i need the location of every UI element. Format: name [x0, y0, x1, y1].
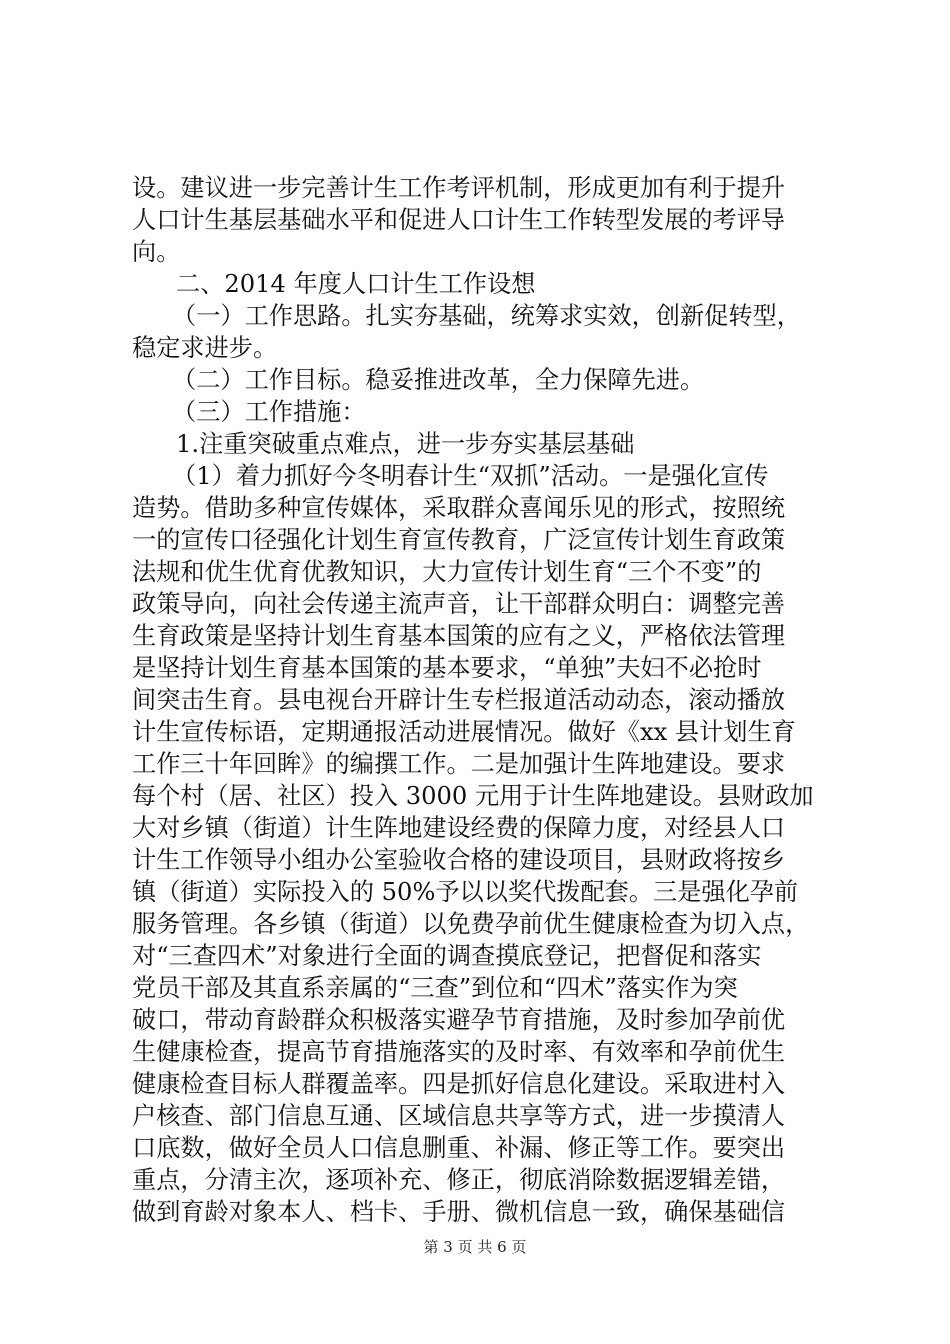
section-heading: 二、2014 年度人口计生工作设想	[176, 270, 536, 298]
paragraph-line: （二）工作目标。稳妥推进改革，全力保障先进。	[172, 366, 705, 394]
paragraph-line: 设。建议进一步完善计生工作考评机制，形成更加有利于提升	[132, 174, 786, 202]
paragraph-line: 镇（街道）实际投入的 50%予以以奖代拨配套。三是强化孕前	[132, 878, 799, 906]
paragraph-line: （一）工作思路。扎实夯基础，统筹求实效，创新促转型，	[172, 302, 801, 330]
page-number-footer: 第 3 页 共 6 页	[423, 1238, 527, 1256]
paragraph-line: 间突击生育。县电视台开辟计生专栏报道活动动态，滚动播放	[132, 686, 786, 714]
subsection-heading: 1.注重突破重点难点，进一步夯实基层基础	[176, 430, 635, 458]
paragraph-line: （1）着力抓好今冬明春计生“双抓”活动。一是强化宣传	[172, 462, 769, 490]
paragraph-line: 口底数，做好全员人口信息删重、补漏、修正等工作。要突出	[132, 1134, 786, 1162]
paragraph-line: 重点，分清主次，逐项补充、修正，彻底消除数据逻辑差错，	[132, 1166, 786, 1194]
paragraph-line: 一的宣传口径强化计划生育宣传教育，广泛宣传计划生育政策	[132, 526, 786, 554]
paragraph-line: 造势。借助多种宣传媒体，采取群众喜闻乐见的形式，按照统	[132, 494, 786, 522]
paragraph-line: 每个村（居、社区）投入 3000 元用于计生阵地建设。县财政加	[132, 782, 814, 810]
paragraph-line: 向。	[132, 238, 181, 266]
paragraph-line: 服务管理。各乡镇（街道）以免费孕前优生健康检查为切入点，	[132, 910, 810, 938]
document-body	[132, 172, 832, 1228]
paragraph-line: 人口计生基层基础水平和促进人口计生工作转型发展的考评导	[132, 206, 786, 234]
paragraph-line: 大对乡镇（街道）计生阵地建设经费的保障力度，对经县人口	[132, 814, 786, 842]
paragraph-line: 稳定求进步。	[132, 334, 278, 362]
paragraph-line: 政策导向，向社会传递主流声音，让干部群众明白：调整完善	[132, 590, 786, 618]
paragraph-line: 法规和优生优育优教知识，大力宣传计划生育“三个不变”的	[132, 558, 762, 586]
paragraph-line: 生健康检查，提高节育措施落实的及时率、有效率和孕前优生	[132, 1038, 786, 1066]
paragraph-line: 党员干部及其直系亲属的“三查”到位和“四术”落实作为突	[132, 974, 738, 1002]
paragraph-line: 做到育龄对象本人、档卡、手册、微机信息一致，确保基础信	[132, 1198, 786, 1226]
paragraph-line: （三）工作措施：	[172, 398, 366, 426]
paragraph-line: 健康检查目标人群覆盖率。四是抓好信息化建设。采取进村入	[132, 1070, 786, 1098]
paragraph-line: 工作三十年回眸》的编撰工作。二是加强计生阵地建设。要求	[132, 750, 786, 778]
paragraph-line: 户核查、部门信息互通、区域信息共享等方式，进一步摸清人	[132, 1102, 786, 1130]
paragraph-line: 破口，带动育龄群众积极落实避孕节育措施，及时参加孕前优	[132, 1006, 786, 1034]
paragraph-line: 计生宣传标语，定期通报活动进展情况。做好《xx 县计划生育	[132, 718, 796, 746]
paragraph-line: 生育政策是坚持计划生育基本国策的应有之义，严格依法管理	[132, 622, 786, 650]
paragraph-line: 计生工作领导小组办公室验收合格的建设项目，县财政将按乡	[132, 846, 786, 874]
paragraph-line: 是坚持计划生育基本国策的基本要求，“单独”夫妇不必抢时	[132, 654, 762, 682]
paragraph-line: 对“三查四术”对象进行全面的调查摸底登记，把督促和落实	[132, 942, 762, 970]
